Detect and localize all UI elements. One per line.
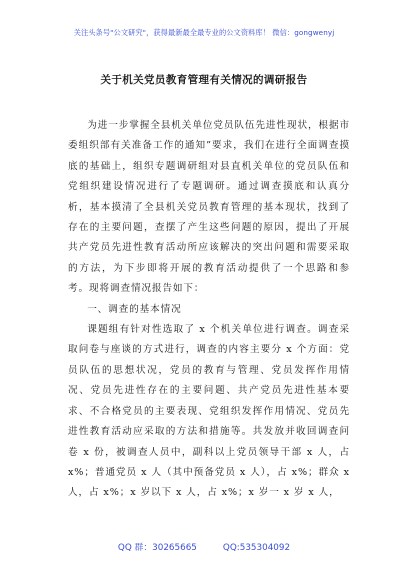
document-title: 关于机关党员教育管理有关情况的调研报告 xyxy=(100,74,308,86)
footer-contacts xyxy=(0,540,408,553)
document-body xyxy=(68,116,350,504)
paragraph-intro: 为进一步掌握全县机关单位党员队伍先进性现状，根据市委组织部有关准备工作的通知”要求，我们在进行全面调查摸底的基础上，组织专题调研组对县直机关单位的党员队伍和党组织建设情况进行了专题调研。通过调查摸底和认真分析，基本摸清了全县机关党员教育管理的基本现状，找到了存在的主要问题，查摆了产生这些问题的原因，提出了开展共产党员先进性教育活动所应该解决的突出问题和需要采取的方法，为下步即将开展的教育活动提供了一个思路和参考。现将调查情况报告如下： xyxy=(68,120,350,295)
section-heading: 一、调查的基本情况 xyxy=(87,303,182,315)
qq-number: QQ:535304092 xyxy=(222,543,291,553)
paragraph-survey: 课题组有针对性选取了 x 个机关单位进行调查。调查采取问卷与座谈的方式进行，调查的内容主要分 x 个方面：党员队伍的思想状况，党员的教育与管理、党员发挥作用情况、党员先进性存在的主要问题、共产党员先进性基本要求、不合格党员的主要表现、党组织发挥作用情况、党员先进性教育活动应采取的方法和措施等。共发放并收回调查问卷 x 份，被调查人员中，副科以上党员领导干部 x 人，占 x%；普通党员 x 人（其中预备党员 x 人），占 x%；群众 x 人，占 x%；x 岁以下 x 人，占 x%；x 岁一 x 岁 x 人， xyxy=(68,324,350,499)
header-note: 关注头条号"公文研究"，获得最新最全最专业的公文资料库！ 微信：gongwenyj xyxy=(73,28,335,37)
qq-group: QQ 群：30265665 xyxy=(117,543,197,553)
